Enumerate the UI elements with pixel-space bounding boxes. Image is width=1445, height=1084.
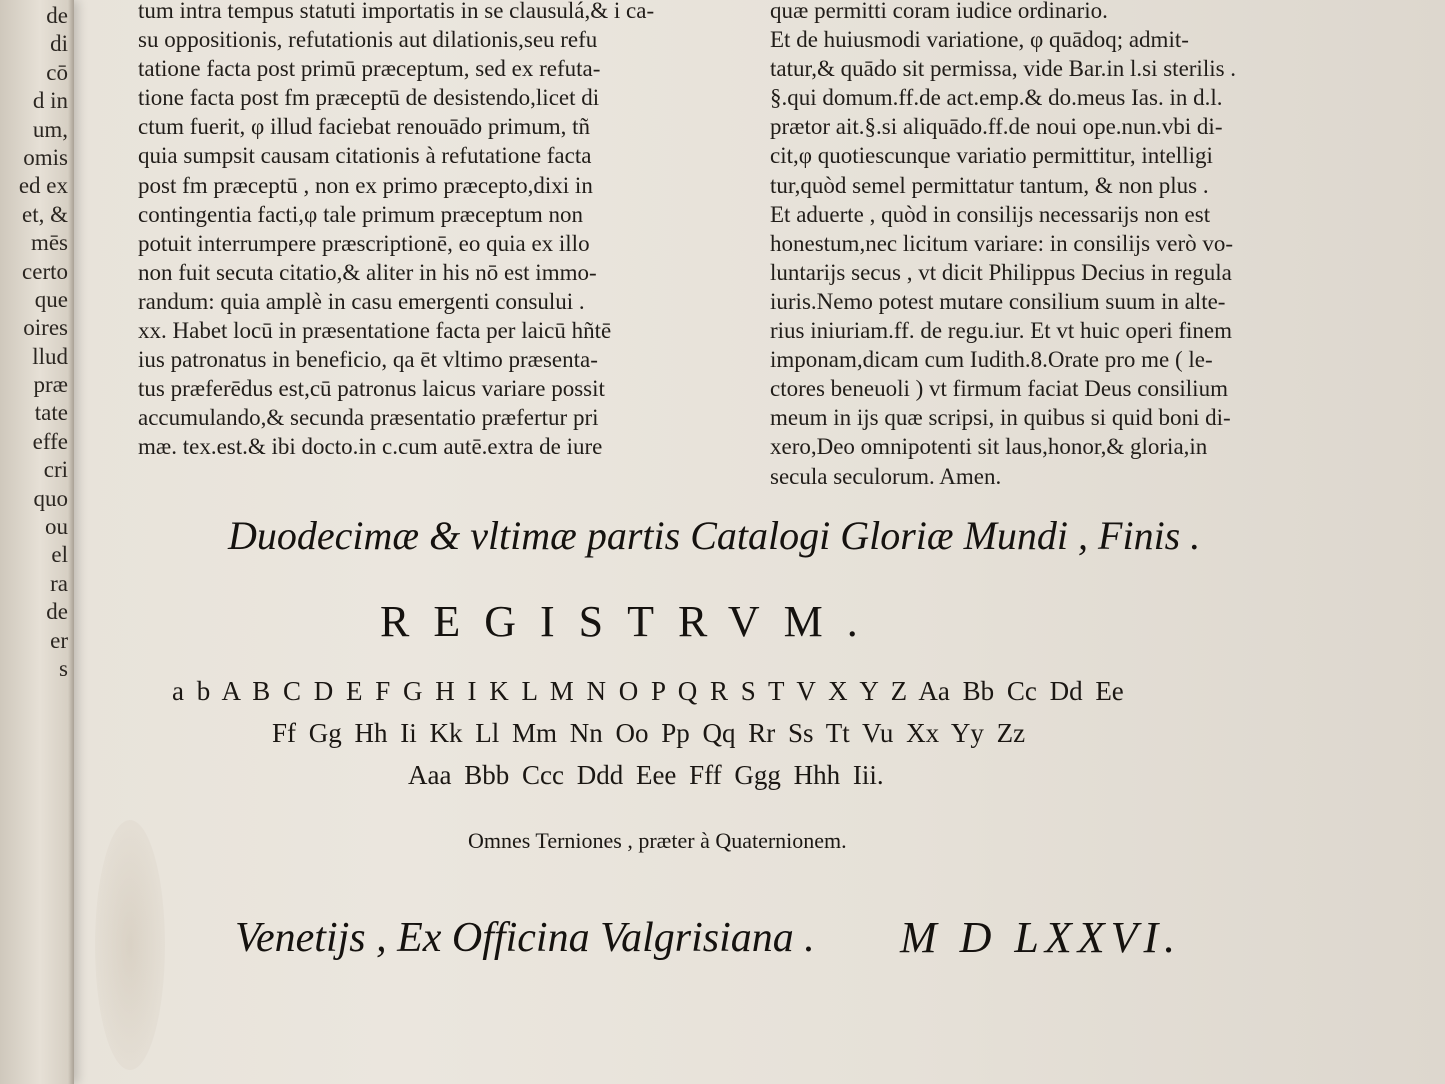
left-page-text-line: tate: [34, 400, 68, 426]
left-page-text-line: d in: [32, 88, 68, 114]
left-page-text-line: um,: [32, 116, 68, 142]
right-column-line: secula seculorum. Amen.: [770, 463, 1002, 489]
paper-stain: [95, 820, 165, 1070]
left-page-text-line: omis: [23, 144, 68, 170]
right-column-line: quæ permitti coram iudice ordinario.: [770, 0, 1108, 23]
imprint-line: Venetijs , Ex Officina Valgrisiana .: [235, 915, 815, 961]
right-column-line: honestum,nec licitum variare: in consilijs verò vo-: [770, 230, 1234, 256]
left-page-text-line: cō: [46, 59, 68, 85]
left-column-line: ius patronatus in beneficio, qa ēt vltimo præsenta-: [138, 347, 598, 373]
left-page-text-line: et, &: [22, 201, 68, 227]
left-column-line: tione facta post fm præceptū de desistendo,licet di: [138, 85, 600, 111]
register-line-1: a b A B C D E F G H I K L M N O P Q R S T V X Y Z Aa Bb Cc Dd Ee: [172, 676, 1124, 706]
left-column-line: tatione facta post primū præceptum, sed ex refuta-: [138, 56, 601, 82]
left-page-text-line: ed ex: [18, 173, 68, 199]
left-page-text-line: de: [46, 599, 68, 625]
left-column-line: post fm præceptū , non ex primo præcepto,dixi in: [138, 172, 593, 198]
right-column-line: tur,quòd semel permittatur tantum, & non plus .: [770, 172, 1209, 198]
register-line-2: Ff Gg Hh Ii Kk Ll Mm Nn Oo Pp Qq Rr Ss Tt Vu Xx Yy Zz: [272, 718, 1026, 748]
right-column-line: ctores beneuoli ) vt firmum faciat Deus consilium: [770, 376, 1228, 402]
register-line-3: Aaa Bbb Ccc Ddd Eee Fff Ggg Hhh Iii.: [408, 760, 884, 790]
left-page-gutter: [0, 0, 74, 1084]
right-column-line: prætor ait.§.si aliquādo.ff.de noui ope.nun.vbi di-: [770, 114, 1223, 140]
left-column-line: mæ. tex.est.& ibi docto.in c.cum autē.extra de iure: [138, 434, 603, 460]
left-page-text-line: quo: [33, 485, 68, 511]
right-column-line: luntarijs secus , vt dicit Philippus Decius in regula: [770, 259, 1232, 285]
registrum-title: REGISTRVM.: [380, 597, 882, 646]
left-page-text-line: ra: [50, 570, 68, 596]
left-column-line: quia sumpsit causam citationis à refutatione facta: [138, 143, 592, 169]
left-column-line: randum: quia amplè in casu emergenti consului .: [138, 288, 585, 314]
left-page-text-line: præ: [33, 372, 68, 398]
left-column-line: potuit interrumpere præscriptionē, eo quia ex illo: [138, 230, 590, 256]
right-column-line: meum in ijs quæ scripsi, in quibus si quid boni di-: [770, 405, 1231, 431]
terniones-note: Omnes Terniones , præter à Quaternionem.: [468, 828, 847, 853]
left-column-line: tus præferēdus est,cū patronus laicus variare possit: [138, 376, 605, 402]
left-page-text-line: cri: [43, 457, 68, 483]
left-column-line: non fuit secuta citatio,& aliter in his nō est immo-: [138, 259, 597, 285]
right-text-column: [770, 0, 1310, 491]
left-page-text-line: effe: [32, 428, 68, 454]
left-page-text-line: ou: [45, 514, 68, 540]
left-page-text-line: di: [50, 31, 68, 57]
right-column-line: cit,φ quotiescunque variatio permittitur, intelligi: [770, 143, 1213, 169]
left-page-text-line: certo: [22, 258, 68, 284]
left-page-text-line: llud: [32, 343, 68, 369]
left-page-text-line: el: [51, 542, 68, 568]
right-column-line: iuris.Nemo potest mutare consilium suum in alte-: [770, 288, 1226, 314]
left-page-text-fragment: [4, 2, 68, 683]
right-column-line: tatur,& quādo sit permissa, vide Bar.in l.si sterilis .: [770, 56, 1237, 82]
left-column-line: ctum fuerit, φ illud faciebat renouādo primum, tñ: [138, 114, 591, 140]
right-column-line: rius iniuriam.ff. de regu.iur. Et vt huic operi finem: [770, 318, 1233, 344]
left-page-text-line: que: [34, 286, 68, 312]
publication-year: M D LXXVI.: [900, 913, 1182, 962]
left-page-text-line: mēs: [30, 230, 68, 256]
left-column-line: su oppositionis, refutationis aut dilationis,seu refu: [138, 27, 598, 53]
right-column-line: Et aduerte , quòd in consilijs necessarijs non est: [770, 201, 1211, 227]
left-page-text-line: er: [50, 627, 68, 653]
left-column-line: tum intra tempus statuti importatis in se clausulá,& i ca-: [138, 0, 655, 23]
right-column-line: imponam,dicam cum Iudith.8.Orate pro me ( le-: [770, 347, 1213, 373]
left-page-text-line: oires: [23, 315, 68, 341]
left-column-line: contingentia facti,φ tale primum præceptum non: [138, 201, 584, 227]
right-column-line: Et de huiusmodi variatione, φ quādoq; admit-: [770, 27, 1189, 53]
left-column-line: xx. Habet locū in præsentatione facta per laicū hñtē: [138, 318, 612, 344]
finis-line: Duodecimæ & vltimæ partis Catalogi Gloriæ Mundi , Finis .: [228, 513, 1201, 558]
left-column-line: accumulando,& secunda præsentatio præfertur pri: [138, 405, 599, 431]
left-page-text-line: s: [59, 655, 68, 681]
left-page-text-line: de: [46, 3, 68, 28]
right-column-line: xero,Deo omnipotenti sit laus,honor,& gloria,in: [770, 434, 1208, 460]
right-column-line: §.qui domum.ff.de act.emp.& do.meus Ias. in d.l.: [770, 85, 1223, 111]
left-text-column: [138, 0, 738, 462]
